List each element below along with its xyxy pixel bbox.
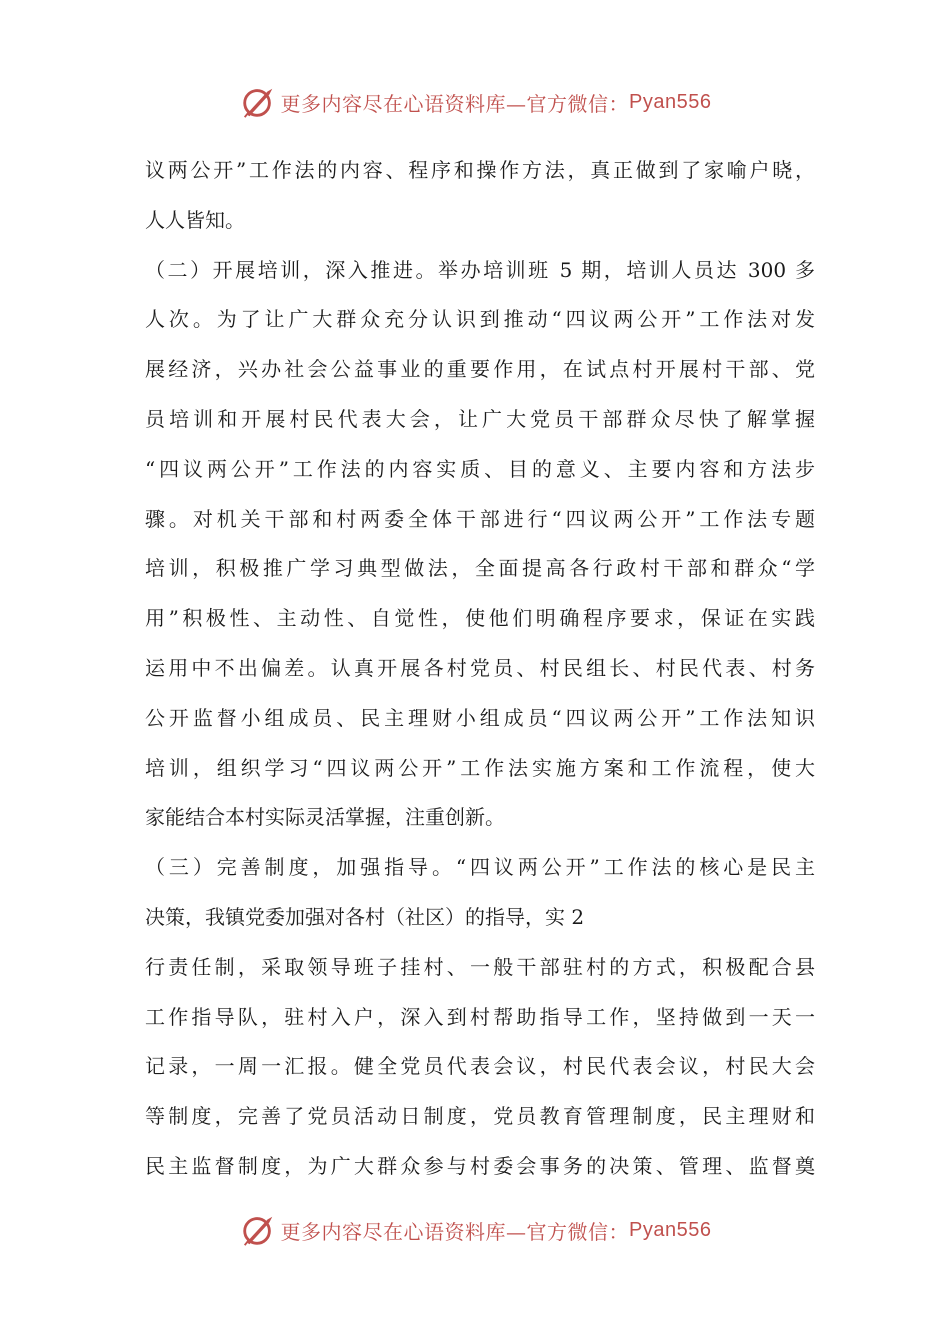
- header-banner: [0, 82, 950, 122]
- pen-circle-logo-icon: [239, 1211, 277, 1249]
- text-line: 工作指导队，驻村入户，深入到村帮助指导工作，坚持做到一天一: [145, 1004, 815, 1029]
- text-line: 决策，我镇党委加强对各村（社区）的指导，实 2: [145, 904, 585, 929]
- text-line: 家能结合本村实际灵活掌握，注重创新。: [145, 805, 505, 830]
- footer-banner: [0, 1210, 950, 1250]
- text-line: 民主监督制度，为广大群众参与村委会事务的决策、管理、监督奠: [145, 1153, 815, 1178]
- text-line: 人次。为了让广大群众充分认识到推动“四议两公开”工作法对发: [145, 307, 815, 332]
- pen-circle-logo-icon: [239, 83, 277, 121]
- text-line: 人人皆知。: [145, 207, 245, 232]
- text-line: “四议两公开”工作法的内容实质、目的意义、主要内容和方法步: [145, 456, 815, 481]
- text-line: 公开监督小组成员、民主理财小组成员“四议两公开”工作法知识: [145, 705, 815, 730]
- text-line: 培训，组织学习“四议两公开”工作法实施方案和工作流程，使大: [145, 755, 815, 780]
- text-line: （二）开展培训，深入推进。举办培训班 5 期，培训人员达 300 多: [145, 257, 815, 282]
- text-line: 展经济，兴办社会公益事业的重要作用，在试点村开展村干部、党: [145, 357, 815, 382]
- text-line: 培训，积极推广学习典型做法，全面提高各行政村干部和群众“学: [145, 556, 815, 581]
- text-line: 议两公开”工作法的内容、程序和操作方法，真正做到了家喻户晓，: [145, 158, 815, 182]
- document-body: [145, 146, 815, 1192]
- text-line: 员培训和开展村民代表大会，让广大党员干部群众尽快了解掌握: [145, 406, 815, 431]
- banner-text: 更多内容尽在心语资料库—官方微信：: [280, 1219, 630, 1244]
- text-line: 等制度，完善了党员活动日制度，党员教育管理制度，民主理财和: [145, 1104, 815, 1129]
- text-line: 用”积极性、主动性、自觉性，使他们明确程序要求，保证在实践: [145, 606, 815, 631]
- text-line: （三）完善制度，加强指导。“四议两公开”工作法的核心是民主: [145, 855, 815, 880]
- banner-wechat-id: Pyan556: [629, 1218, 712, 1241]
- banner-wechat-id: Pyan556: [629, 90, 712, 113]
- text-line: 骤。对机关干部和村两委全体干部进行“四议两公开”工作法专题: [145, 506, 815, 531]
- text-line: 记录，一周一汇报。健全党员代表会议，村民代表会议，村民大会: [145, 1054, 815, 1079]
- text-line: 运用中不出偏差。认真开展各村党员、村民组长、村民代表、村务: [145, 655, 815, 680]
- text-line: 行责任制，采取领导班子挂村、一般干部驻村的方式，积极配合县: [145, 954, 815, 979]
- banner-text: 更多内容尽在心语资料库—官方微信：: [280, 91, 630, 116]
